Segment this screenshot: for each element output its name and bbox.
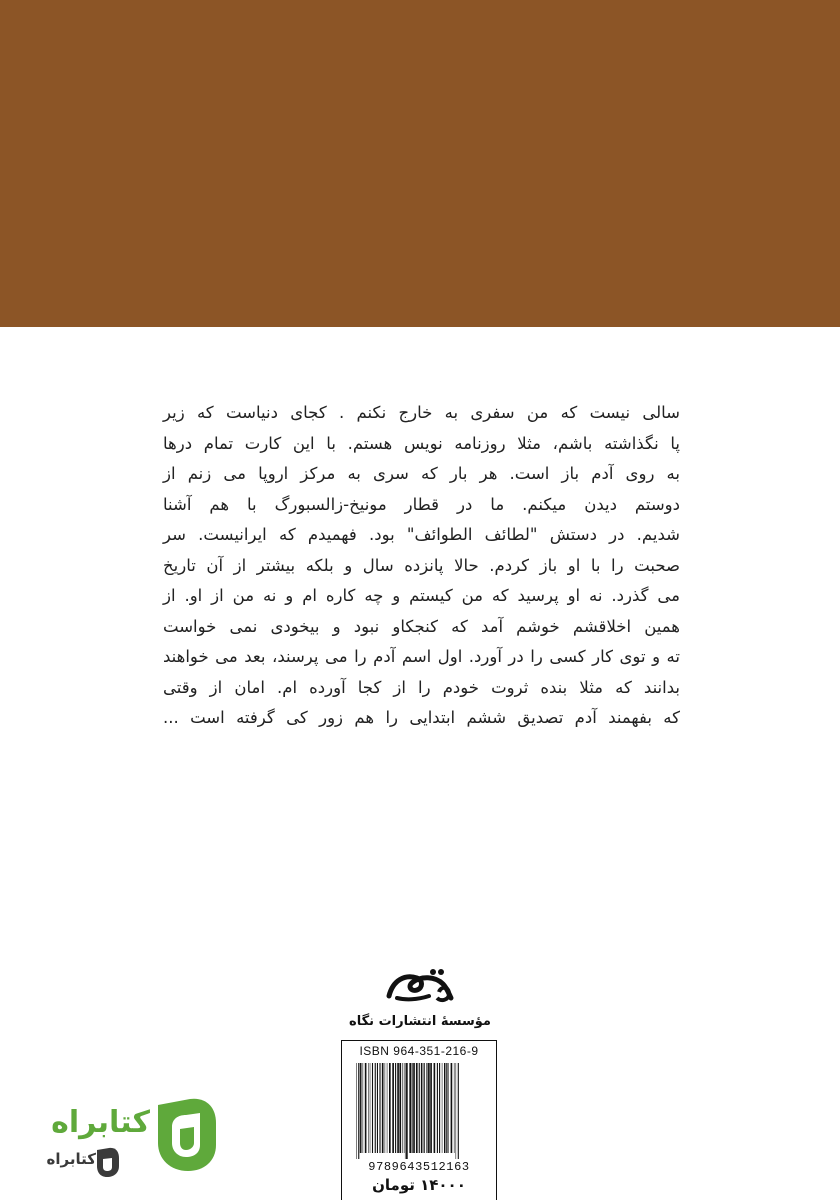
isbn-label: ISBN 964-351-216-9 [359, 1044, 479, 1058]
barcode-box [341, 1040, 497, 1200]
negah-calligraphy-logo-icon [383, 966, 457, 1008]
barcode-bar [399, 1063, 401, 1153]
barcode-bar [356, 1063, 357, 1159]
barcode-bar [360, 1063, 361, 1153]
barcode-bar [454, 1063, 455, 1153]
barcode-bar [387, 1063, 388, 1153]
barcode-icon [354, 1063, 486, 1159]
barcode-bar [389, 1063, 391, 1153]
barcode-bar [372, 1063, 373, 1153]
barcode-bar [439, 1063, 440, 1153]
barcode-bar [447, 1063, 448, 1153]
text-line: صحبت را با او باز کردم. حالا پانزده سال و بلکه بیشتر از آن تاریخ [163, 555, 680, 575]
barcode-bar [395, 1063, 396, 1153]
barcode-bar [397, 1063, 399, 1153]
ketabrah-book-icon [150, 1095, 220, 1175]
barcode-bar [382, 1063, 384, 1153]
barcode-bar [365, 1063, 367, 1153]
barcode-bar [446, 1063, 447, 1153]
ketabrah-small-book-icon [94, 1146, 120, 1178]
barcode-bar [363, 1063, 364, 1153]
barcode-bar [370, 1063, 371, 1153]
barcode-bar [456, 1063, 457, 1159]
ketabrah-watermark-small-text: کتابراه [46, 1150, 96, 1168]
text-line: شدیم. در دستش "لطائف الطوائف" بود. فهمیدم که ایرانیست. سر [163, 525, 680, 544]
barcode-bar [423, 1063, 424, 1153]
barcode-bar [430, 1063, 432, 1153]
barcode-bar [448, 1063, 449, 1153]
barcode-bar [379, 1063, 380, 1153]
text-line: می گذرد. نه او پرسید که من کیستم و چه کاره ام و نه من از او. از [163, 586, 680, 605]
barcode-bar [362, 1063, 363, 1153]
barcode-bar [385, 1063, 386, 1153]
price-label: ۱۴۰۰۰ تومان [372, 1176, 466, 1194]
barcode-bar [405, 1063, 406, 1159]
barcode-bar [413, 1063, 415, 1153]
text-line: ته و توی کار کسی را در آورد. اول اسم آدم را می پرسند، بعد می خواهند [163, 647, 680, 666]
text-line: سالی نیست که من سفری به خارج نکنم . کجای دنیاست که زیر [163, 403, 680, 422]
publisher-name: مؤسسهٔ انتشارات نگاه [349, 1014, 491, 1029]
barcode-bar [368, 1063, 369, 1153]
barcode-bar [437, 1063, 438, 1153]
ketabrah-watermark-text: کتابراه [51, 1105, 150, 1140]
barcode-bar [419, 1063, 420, 1153]
barcode-bar [458, 1063, 459, 1159]
text-line: پا نگذاشته باشم، مثلا روزنامه نویس هستم. با این کارت تمام درها [163, 433, 680, 453]
barcode-bar [428, 1063, 430, 1153]
barcode-bar [424, 1063, 425, 1153]
barcode-digits: 9789643512163 [368, 1160, 470, 1174]
barcode-bar [451, 1063, 453, 1153]
barcode-bar [392, 1063, 394, 1153]
barcode-bar [426, 1063, 427, 1153]
barcode-bar [444, 1063, 445, 1153]
barcode-bar [402, 1063, 403, 1153]
back-cover-text [163, 398, 680, 734]
barcode-bar [412, 1063, 413, 1153]
barcode-bar [416, 1063, 418, 1153]
barcode-bar [421, 1063, 422, 1153]
text-line: که بفهمند آدم تصدیق ششم ابتدایی را هم زور کی گرفته است ... [163, 708, 680, 727]
barcode-bar [380, 1063, 381, 1153]
barcode-bar [404, 1063, 405, 1153]
barcode-bar [375, 1063, 376, 1153]
barcode-bar [358, 1063, 359, 1159]
text-line: همین اخلاقشم خوشم آمد که کنجکاو نبود و بیخودی نمی خواست [163, 616, 680, 636]
barcode-bar [409, 1063, 411, 1153]
barcode-bar [406, 1063, 408, 1159]
barcode-bar [434, 1063, 436, 1153]
barcode-bar [377, 1063, 378, 1153]
cover-top-band [0, 0, 840, 327]
text-line: به روی آدم باز است. هر بار که سری به مرکز اروپا می زنم از [163, 464, 680, 483]
barcode-bar [442, 1063, 443, 1153]
text-line: بدانند که مثلا بنده ثروت خودم را از کجا آورده ام. امان از وقتی [163, 677, 680, 697]
text-line: دوستم دیدن میکنم. ما در قطار مونیخ-زالسبورگ با هم آشنا [163, 494, 680, 514]
